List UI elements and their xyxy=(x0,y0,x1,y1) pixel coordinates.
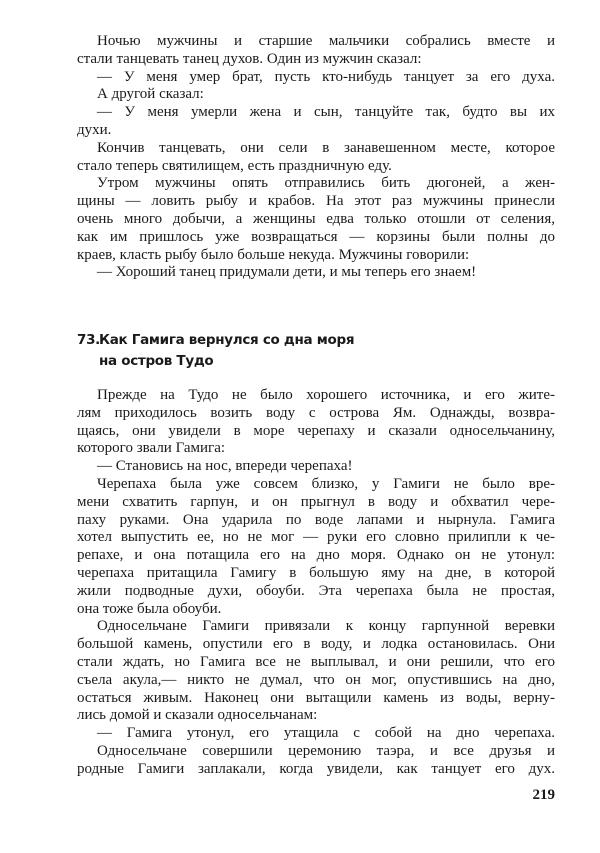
text-line: очень много добычи, а женщины едва только отошли от селения, xyxy=(77,210,555,227)
chapter-title-line1: Как Гамига вернулся со дна моря xyxy=(99,332,355,348)
text-line: Кончив танцевать, они сели в занавешенном месте, которое xyxy=(97,139,555,156)
text-line: которого звали Гамига: xyxy=(77,440,226,457)
text-line: она тоже была обоуби. xyxy=(77,600,222,617)
text-line: репахе, и она потащила его на дно моря. Однако он не утонул: xyxy=(77,547,555,564)
text-line: Односельчане Гамиги привязали к концу гарпунной веревки xyxy=(97,618,555,635)
text-line: — У меня умер брат, пусть кто-нибудь танцует за его духа. xyxy=(97,68,555,85)
text-line: лись домой и сказали односельчанам: xyxy=(77,707,318,724)
page-number: 219 xyxy=(532,787,555,803)
chapter-heading xyxy=(77,330,354,372)
text-line: — У меня умерли жена и сын, танцуйте так, будто вы их xyxy=(97,104,555,121)
story-text-chapter-73 xyxy=(77,387,555,779)
text-line: — Хороший танец придумали дети, и мы теперь его знаем! xyxy=(97,264,477,281)
text-line: Утром мужчины опять отправились бить дюгоней, а жен- xyxy=(97,175,555,192)
text-line: остаться живым. Наконец они вытащили камень из воды, верну- xyxy=(77,689,555,706)
text-line: съела акула,— никто не думал, что он мог, опустившись на дно, xyxy=(77,671,555,688)
text-line: большой камень, опустили его в воду, и лодка остановилась. Они xyxy=(77,636,555,653)
text-line: стали танцевать танец духов. Один из мужчин сказал: xyxy=(77,50,422,67)
text-line: как им пришлось уже возвращаться — корзины были полны до xyxy=(77,228,555,245)
text-line: хотел выпустить ее, но не мог — руки его словно прилипли к че- xyxy=(77,529,555,546)
text-line: жили подводные духи, обоуби. Эта черепаха была не простая, xyxy=(77,582,555,599)
text-line: черепаха притащила Гамигу в большую яму на дне, в которой xyxy=(77,564,555,581)
text-line: Односельчане совершили церемонию таэра, и все друзья и xyxy=(97,742,555,759)
text-line: лям приходилось возить воду с острова Ям. Однажды, возвра- xyxy=(77,404,555,421)
chapter-title-line2: на остров Тудо xyxy=(99,353,214,369)
text-line: родные Гамиги заплакали, когда увидели, как танцует его дух. xyxy=(77,760,555,777)
text-line: — Становись на нос, впереди черепаха! xyxy=(97,458,353,475)
text-line: щины — ловить рыбу и крабов. На этот раз мужчины принесли xyxy=(77,193,555,210)
story-text-top xyxy=(77,33,555,282)
text-line: щаясь, они увидели в море черепаху и сказали односельчанину, xyxy=(77,422,555,439)
text-line: стало теперь святилищем, есть праздничную еду. xyxy=(77,157,392,174)
text-line: Прежде на Тудо не было хорошего источника, и его жите- xyxy=(97,387,555,403)
text-line: духи. xyxy=(77,121,112,138)
text-line: стали ждать, но Гамига все не выплывал, и они решили, что его xyxy=(77,653,555,670)
text-line: Ночью мужчины и старшие мальчики собрались вместе и xyxy=(97,33,555,49)
text-line: паху руками. Она ударила по воде лапами и нырнула. Гамига xyxy=(77,511,555,528)
text-line: Черепаха была уже совсем близко, у Гамиги не было вре- xyxy=(97,475,555,492)
text-line: — Гамига утонул, его утащила с собой на дно черепаха. xyxy=(97,725,555,742)
text-line: мени схватить гарпун, и он прыгнул в воду и обхватил чере- xyxy=(77,493,555,510)
text-line: А другой сказал: xyxy=(97,86,204,103)
text-line: краев, класть рыбу было больше некуда. Мужчины говорили: xyxy=(77,246,470,263)
chapter-number: 73. xyxy=(77,332,101,348)
